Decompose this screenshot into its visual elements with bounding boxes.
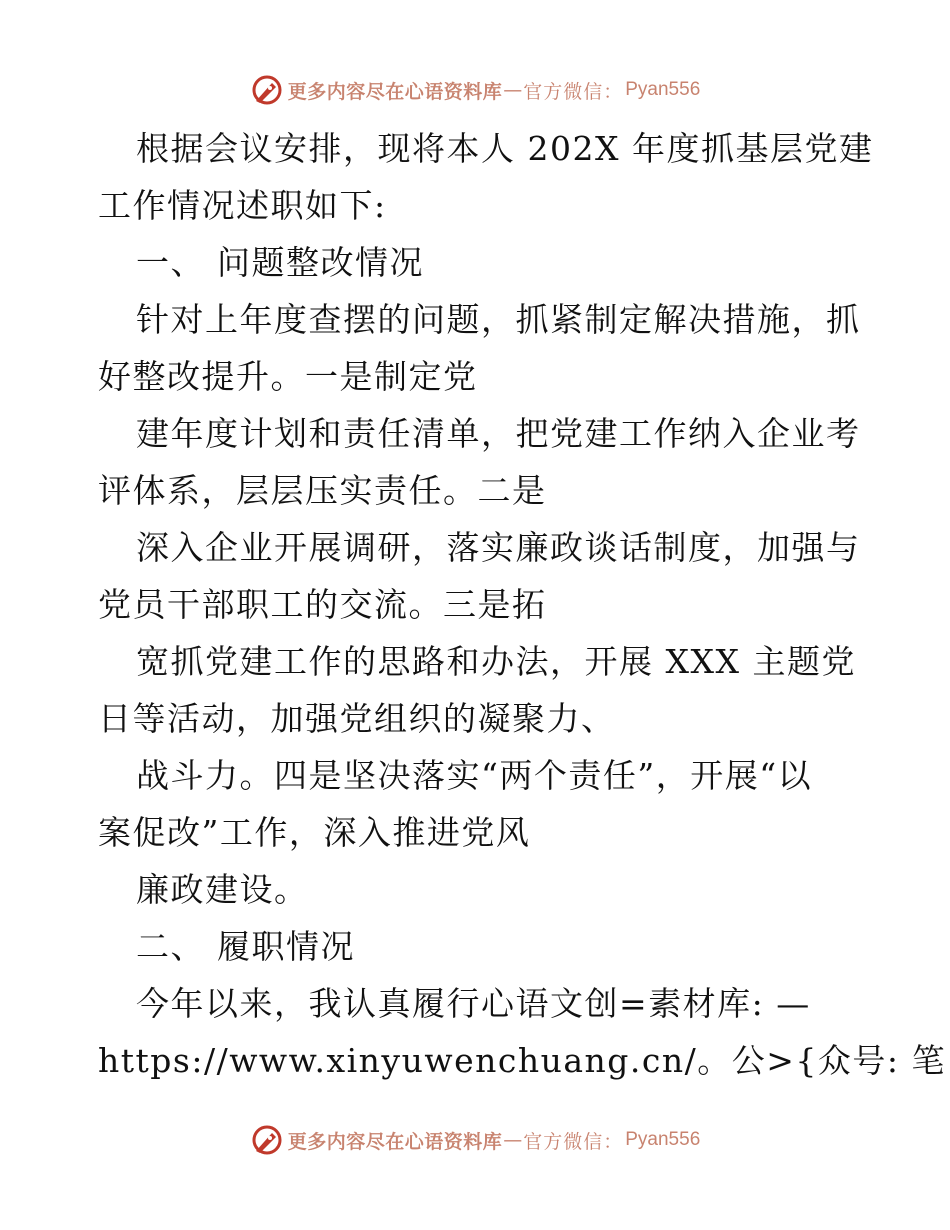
paragraph-line: 廉政建设。 (136, 870, 309, 909)
footer-watermark-banner (0, 1120, 950, 1160)
banner-separator: — (503, 79, 523, 101)
paragraph-line: 宽抓党建工作的思路和办法，开展 XXX 主题党 (136, 642, 856, 681)
pen-nib-logo-icon (250, 73, 284, 107)
paragraph-line: 党员干部职工的交流。三是拓 (98, 585, 547, 624)
banner-title: 更多内容尽在心语资料库 (287, 1130, 503, 1153)
banner-wechat-id: Pyan556 (625, 79, 701, 100)
paragraph-line: 今年以来，我认真履行心语文创=素材库: — (136, 984, 811, 1023)
paragraph-line: https://www.xinyuwenchuang.cn/。公>{众号: 笔 (98, 1041, 946, 1080)
paragraph-line: 案促改”工作，深入推进党风 (98, 813, 531, 852)
banner-title: 更多内容尽在心语资料库 (287, 80, 503, 103)
paragraph-line: 根据会议安排，现将本人 202X 年度抓基层党建 (136, 129, 874, 168)
banner-wechat-label: 官方微信： (523, 80, 624, 103)
paragraph-line: 建年度计划和责任清单，把党建工作纳入企业考 (136, 414, 861, 453)
document-body (98, 120, 946, 1089)
paragraph-line: 日等活动，加强党组织的凝聚力、 (98, 699, 616, 738)
header-watermark-banner (0, 70, 950, 110)
paragraph-line: 评体系，层层压实责任。二是 (98, 471, 547, 510)
section-heading: 一、 问题整改情况 (136, 243, 424, 282)
banner-separator: — (503, 1129, 523, 1151)
paragraph-line: 战斗力。四是坚决落实“两个责任”，开展“以 (136, 756, 813, 795)
paragraph-line: 深入企业开展调研，落实廉政谈话制度，加强与 (136, 528, 861, 567)
pen-nib-logo-icon (250, 1123, 284, 1157)
paragraph-line: 针对上年度查摆的问题，抓紧制定解决措施，抓 (136, 300, 861, 339)
paragraph-line: 好整改提升。一是制定党 (98, 357, 478, 396)
banner-wechat-label: 官方微信： (523, 1130, 624, 1153)
paragraph-line: 工作情况述职如下: (98, 186, 387, 225)
banner-wechat-id: Pyan556 (625, 1129, 701, 1150)
section-heading: 二、 履职情况 (136, 927, 355, 966)
